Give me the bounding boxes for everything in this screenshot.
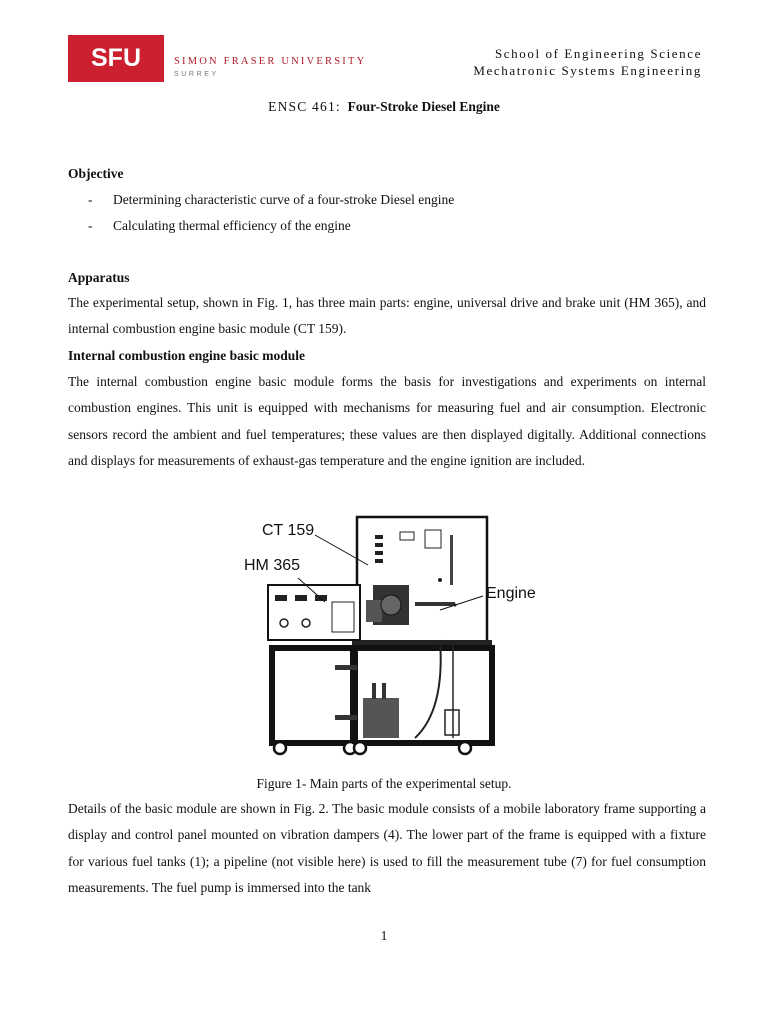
page-number: 1 [380, 928, 388, 943]
setup-illustration [240, 510, 560, 760]
objective-item: - Calculating thermal efficiency of the engine [88, 218, 351, 233]
apparatus-paragraph: The experimental setup, shown in Fig. 1, has three main parts: engine, universal drive and brake unit (HM 365), and internal combustion engine basic module (CT 159). [68, 295, 706, 337]
document-title [0, 99, 768, 115]
school-line-1: School of Engineering Science [494, 46, 702, 61]
objective-item-text: Calculating thermal efficiency of the engine [113, 218, 351, 233]
university-name: SIMON FRASER UNIVERSITY [174, 56, 367, 67]
sfu-logo [68, 35, 164, 82]
basic-module-paragraph: The internal combustion engine basic module forms the basis for investigations and experiments on internal combustion engines. This unit is equipped with mechanisms for measuring fuel and air consumption. Electronic sensors record the ambient and fuel temperatures; these values are then displayed digitally. Additional connections and displays for measurements of exhaust-gas temperature and the engine ignition are included. [68, 374, 706, 469]
objective-item-text: Determining characteristic curve of a four-stroke Diesel engine [113, 192, 455, 207]
objective-item: - Determining characteristic curve of a four-stroke Diesel engine [88, 192, 455, 207]
school-line-2: Mechatronic Systems Engineering [473, 63, 702, 78]
experimental-setup-figure [240, 510, 560, 760]
engine-label: Engine [486, 585, 536, 602]
course-topic: Four-Stroke Diesel Engine [347, 99, 500, 114]
logo-text: SFU [91, 44, 141, 72]
figure-caption: Figure 1- Main parts of the experimental setup. [256, 776, 512, 791]
hm365-label: HM 365 [244, 557, 301, 574]
objective-heading: Objective [68, 166, 124, 181]
basic-module-heading: Internal combustion engine basic module [68, 348, 306, 363]
ct159-label: CT 159 [262, 522, 315, 539]
school-header [473, 45, 702, 79]
campus-name: SURREY [174, 71, 219, 78]
course-code: ENSC 461: [268, 99, 341, 114]
details-paragraph: Details of the basic module are shown in Fig. 2. The basic module consists of a mobile laboratory frame supporting a display and control panel mounted on vibration dampers (4). The lower part of the frame is equipped with a fixture for various fuel tanks (1); a pipeline (not visible here) is used to fill the measurement tube (7) for fuel consumption measurements. The fuel pump is immersed into the tank [68, 801, 706, 896]
apparatus-heading: Apparatus [68, 270, 130, 285]
